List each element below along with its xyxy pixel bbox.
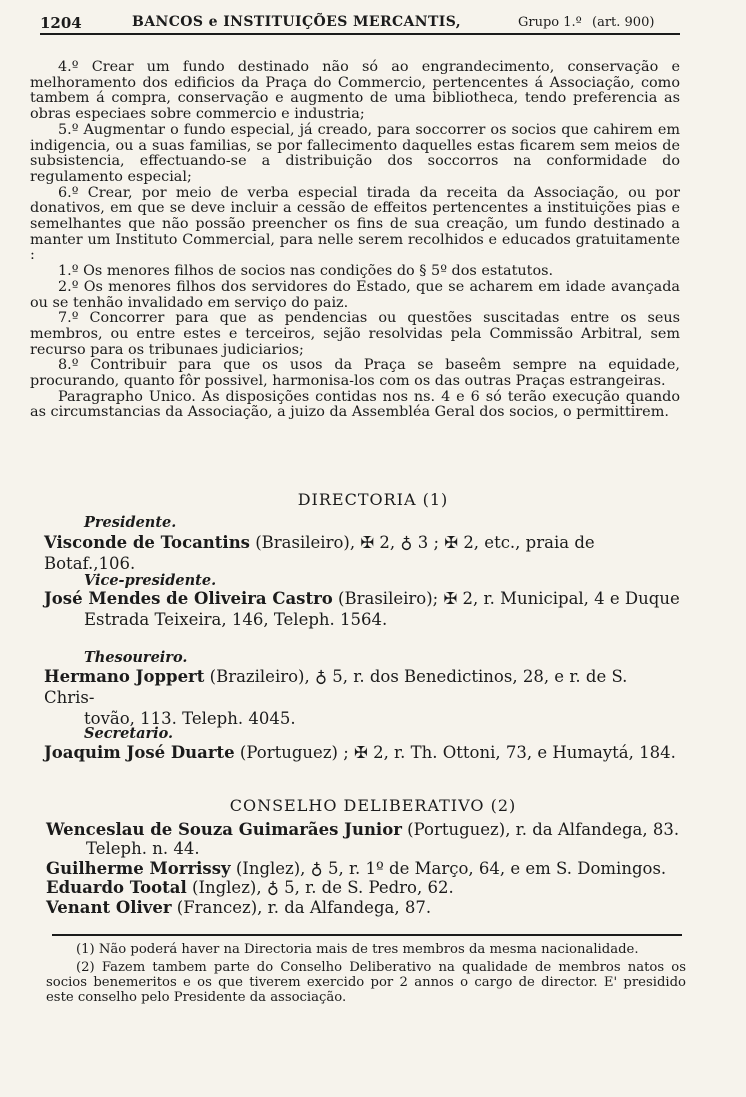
paragrapho-unico: Paragrapho Unico. As disposições contidas nos ns. 4 e 6 só terão execução quando as circumstancias da Associação, a juizo da Assembléa Geral dos socios, o permittirem.: [30, 388, 680, 421]
member-details-continued: Estrada Teixeira, 146, Teleph. 1564.: [84, 610, 388, 629]
article-ref: (art. 900): [592, 15, 655, 30]
article-subitem: 2.º Os menores filhos dos servidores do Estado, que se acharem em idade avançada ou se tenhão invalidado em serviço do paiz.: [30, 278, 680, 311]
directoria-entry: [44, 742, 680, 763]
member-details: (Portuguez), r. da Alfandega, 83.: [407, 820, 680, 839]
member-name: Joaquim José Duarte: [44, 743, 235, 762]
directoria-title: DIRECTORIA (1): [297, 490, 449, 509]
conselho-entry: [46, 898, 680, 917]
article-item: 6.º Crear, por meio de verba especial tirada da receita da Associação, ou por donativos, em que se deve incluir a cessão de effeitos pertencentes a instituições pias e semelhantes que não possão preencher os fins de sua creação, um fundo destinado a manter um Instituto Commercial, para nelle serem recolhidos e educados gratuitamente :: [30, 184, 680, 264]
page-header: [40, 10, 680, 34]
footnote-rule: [52, 934, 682, 936]
member-name: José Mendes de Oliveira Castro: [44, 589, 333, 608]
member-details-continued: tovão, 113. Teleph. 4045.: [84, 709, 296, 728]
header-rule: [40, 33, 680, 35]
member-name: Guilherme Morrissy: [46, 858, 231, 878]
article-subitem: 1.º Os menores filhos de socios nas condições do § 5º dos estatutos.: [58, 263, 554, 280]
conselho-entry: [46, 878, 680, 897]
role-label: Secretario.: [84, 725, 174, 742]
member-name: Wenceslau de Souza Guimarães Junior: [46, 820, 402, 839]
running-title: BANCOS e INSTITUIÇÕES MERCANTIS,: [132, 14, 462, 30]
directoria-entry: [44, 588, 680, 630]
article-item: 5.º Augmentar o fundo especial, já creado, para soccorrer os socios que cahirem em indigencia, ou a suas familias, se por fallecimento daquelles estas ficarem sem meios de subsistencia, effectuando-se a distribuição dos soccorros na conformidade do regulamento especial;: [30, 121, 680, 185]
directoria-entry: [44, 532, 680, 574]
member-details-continued: Teleph. n. 44.: [86, 839, 200, 859]
conselho-title: CONSELHO DELIBERATIVO (2): [229, 796, 517, 815]
group-label: Grupo 1.º: [518, 15, 582, 30]
member-details: (Brazileiro), ♁ 5, r. dos Benedictinos, 28, e r. de S. Chris-: [44, 667, 628, 707]
article-item: 8.º Contribuir para que os usos da Praça se baseêm sempre na equidade, procurando, quanto fôr possivel, harmonisa-los com os das outras Praças estrangeiras.: [30, 357, 680, 390]
member-details: (Brasileiro), ✠ 2, ♁ 3 ; ✠ 2, etc., praia de Botaf.,106.: [44, 533, 595, 573]
article-item: 7.º Concorrer para que as pendencias ou questões suscitadas entre os seus membros, ou entre estes e terceiros, sejão resolvidas pela Commissão Arbitral, sem recurso para os tribunaes judiciarios;: [30, 310, 680, 358]
role-label: Thesoureiro.: [84, 649, 188, 666]
role-label: Vice-presidente.: [84, 572, 217, 589]
conselho-list: [46, 820, 680, 917]
member-name: Eduardo Tootal: [46, 878, 187, 898]
member-details: (Francez), r. da Alfandega, 87.: [176, 897, 432, 917]
directoria-entry: [44, 666, 680, 729]
member-name: Hermano Joppert: [44, 667, 205, 686]
role-label: Presidente.: [84, 514, 177, 531]
conselho-entry: [46, 820, 680, 839]
page-number: 1204: [40, 14, 82, 32]
footnote: (2) Fazem tambem parte do Conselho Deliberativo na qualidade de membros natos os socios benemeritos e os que tiverem exercido por 2 annos o cargo de director. E' presidido este conselho pelo Presidente da associação.: [46, 960, 686, 1005]
conselho-entry: [46, 859, 680, 878]
member-details: (Inglez), ♁ 5, r. de S. Pedro, 62.: [192, 878, 454, 898]
member-name: Visconde de Tocantins: [44, 533, 250, 552]
footnotes: [46, 942, 686, 1008]
member-name: Venant Oliver: [46, 897, 172, 917]
member-details: (Brasileiro); ✠ 2, r. Municipal, 4 e Duque: [338, 589, 680, 608]
member-details: (Portuguez) ; ✠ 2, r. Th. Ottoni, 73, e Humaytá, 184.: [239, 743, 676, 762]
footnote: (1) Não poderá haver na Directoria mais de tres membros da mesma nacionalidade.: [76, 942, 639, 957]
article-item: 4.º Crear um fundo destinado não só ao engrandecimento, conservação e melhoramento dos edificios da Praça do Commercio, pertencentes á Associação, como tambem á compra, conservação e augmento de uma bibliotheca, tendo preferencia as obras especiaes sobre commercio e industria;: [30, 59, 680, 123]
articles-body: [30, 60, 680, 421]
member-details: (Inglez), ♁ 5, r. 1º de Março, 64, e em S. Domingos.: [235, 858, 667, 878]
